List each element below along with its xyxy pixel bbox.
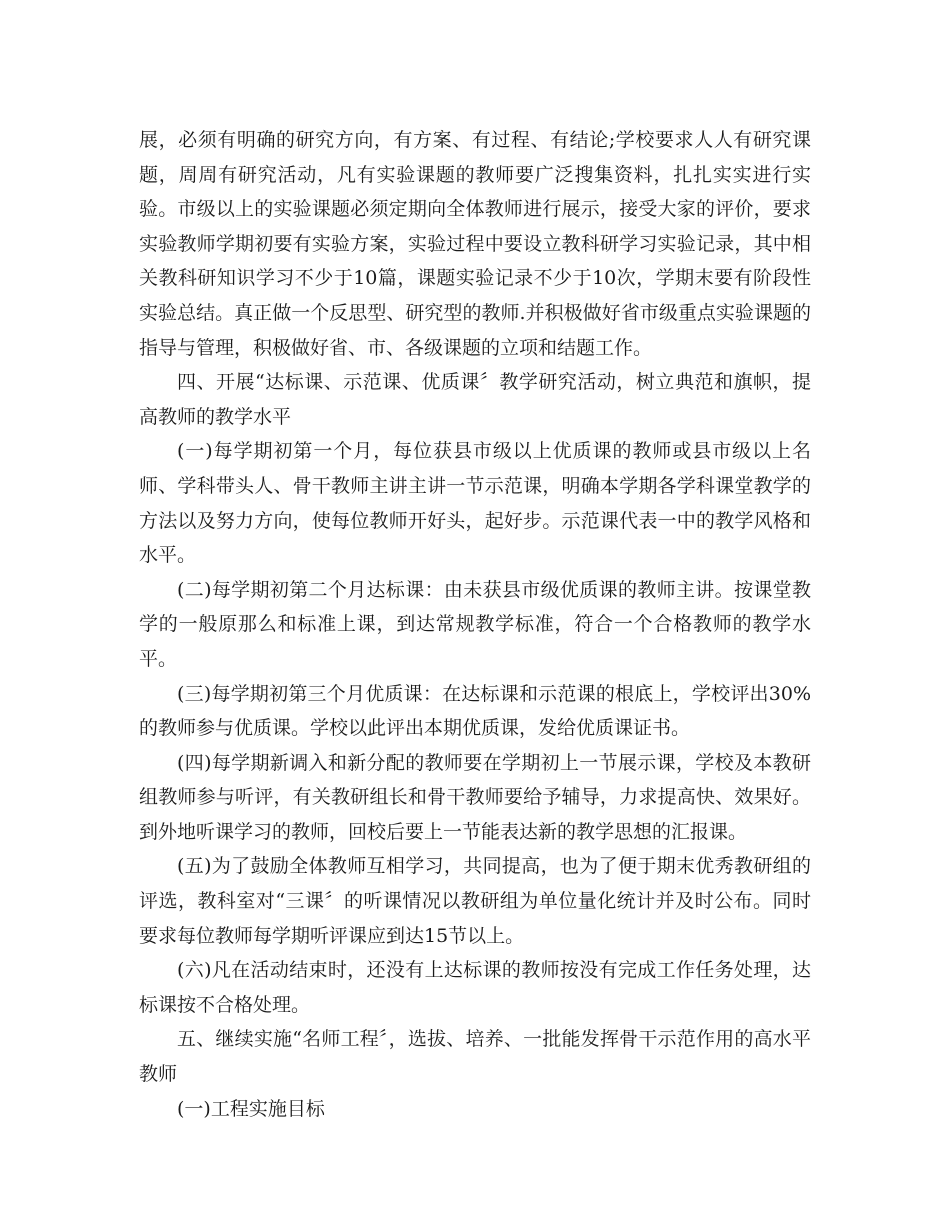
paragraph-standard-lesson: (二)每学期初第二个月达标课：由未获县市级优质课的教师主讲。按课堂教学的一般原那么和标准上课，到达常规教学标准，符合一个合格教师的教学水平。 [139, 578, 811, 670]
paragraph-new-teacher-lesson: (四)每学期新调入和新分配的教师要在学期初上一节展示课，学校及本教研组教师参与听评，有关教研组长和骨干教师要给予辅导，力求提高快、效果好。到外地听课学习的教师，回校后要上一节能表达新的教学思想的汇报课。 [139, 751, 811, 843]
section-four-heading: 四、开展“达标课、示范课、优质课〞教学研究活动，树立典范和旗帜，提高教师的教学水平 [139, 371, 811, 428]
document-body [139, 123, 811, 1126]
paragraph-penalty: (六)凡在活动结束时，还没有上达标课的教师按没有完成工作任务处理，达标课按不合格处理。 [139, 959, 811, 1016]
paragraph-peer-review: (五)为了鼓励全体教师互相学习，共同提高，也为了便于期末优秀教研组的评选，教科室对“三课〞的听课情况以教研组为单位量化统计并及时公布。同时要求每位教师每学期听评课应到达15节以上。 [139, 855, 811, 947]
section-five-heading: 五、继续实施“名师工程〞，选拔、培养、一批能发挥骨干示范作用的高水平教师 [139, 1028, 811, 1086]
paragraph-quality-lesson: (三)每学期初第三个月优质课：在达标课和示范课的根底上，学校评出30%的教师参与优质课。学校以此评出本期优质课，发给优质课证书。 [139, 682, 811, 740]
subsection-project-goal: (一)工程实施目标 [177, 1097, 325, 1120]
paragraph-demo-lesson: (一)每学期初第一个月，每位获县市级以上优质课的教师或县市级以上名师、学科带头人、骨干教师主讲主讲一节示范课，明确本学期各学科课堂教学的方法以及努力方向，使每位教师开好头，起好步。示范课代表一中的教学风格和水平。 [139, 440, 811, 567]
paragraph-research-requirements: 展，必须有明确的研究方向，有方案、有过程、有结论;学校要求人人有研究课题，周周有研究活动，凡有实验课题的教师要广泛搜集资料，扎扎实实进行实验。市级以上的实验课题必须定期向全体教师进行展示，接受大家的评价，要求实验教师学期初要有实验方案，实验过程中要设立教科研学习实验记录，其中相关教科研知识学习不少于10篇，课题实验记录不少于10次，学期末要有阶段性实验总结。真正做一个反思型、研究型的教师.并积极做好省市级重点实验课题的指导与管理，积极做好省、市、各级课题的立项和结题工作。 [139, 129, 811, 359]
